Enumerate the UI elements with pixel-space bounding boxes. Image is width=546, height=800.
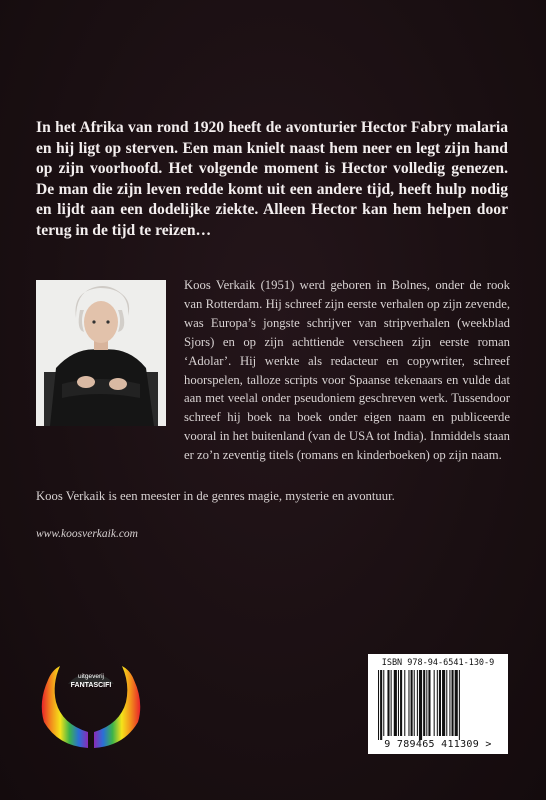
rainbow-wings-icon [38,662,144,752]
barcode-bar [446,670,447,736]
barcode-bar [404,670,405,736]
barcode-bar [428,670,430,736]
author-portrait-illustration [36,280,166,426]
barcode-bar [391,670,392,736]
author-biography: Koos Verkaik (1951) werd geboren in Bolnes, onder de rook van Rotterdam. Hij schreef zijn eerste verhalen op zijn zevende, was Europa’s jongste schrijver van stripverhalen (weekblad Sjors) en op zijn achttiende verscheen zijn eerste roman ‘Adolar’. Hij werkte als redacteur en copywriter, schreef hoorspelen, talloze scripts voor Spaanse tekenaars en vulde dat aan met veelal onder pseudoniem geschreven werk. Tussendoor schreef hij boek na boek onder eigen naam en publiceerde vooral in het buitenland (van de USA tot India). Inmiddels staan er zo’n zeventig titels (romans en kinderboeken) op zijn naam. [184,278,510,463]
barcode-bar [437,670,438,736]
barcode-bar [419,670,422,740]
barcode-bars [378,670,498,740]
publisher-logo [38,662,144,752]
isbn-barcode [368,654,508,754]
barcode-bar [387,670,389,736]
barcode-bar [408,670,409,736]
barcode-bar [452,670,454,736]
barcode-bar [398,670,399,736]
barcode-bar [423,670,425,736]
isbn-label: ISBN 978-94-6541-130-9 [381,658,495,668]
barcode-bar [383,670,384,736]
barcode-bar [455,670,458,736]
author-website[interactable]: www.koosverkaik.com [36,528,138,540]
barcode-bar [411,670,413,736]
author-photo [36,280,166,426]
barcode-bar [434,670,435,736]
barcode-bar [414,670,415,736]
barcode-bar [394,670,397,736]
publisher-line1: uitgeverij [77,673,105,680]
barcode-bar [378,670,379,740]
barcode-bar [442,670,445,736]
book-blurb: In het Afrika van rond 1920 heeft de avonturier Hector Fabry malaria en hij ligt op sterven. Een man knielt naast hem neer en legt zijn hand op zijn voorhoofd. Het volgende moment is Hector volledig genezen. De man die zijn leven redde komt uit een andere tijd, heeft hulp nodig en lijdt aan een dodelijke ziekte. Alleen Hector kan hem helpen door terug in de tijd te reizen… [36,119,508,239]
barcode-bar [426,670,427,736]
barcode-bar [459,670,460,740]
barcode-bar [400,670,402,736]
author-genres: Koos Verkaik is een meester in de genres magie, mysterie en avontuur. [36,489,395,503]
publisher-line2: FANTASCIFI [70,682,112,689]
barcode-bar [380,670,382,740]
isbn-digits: 9 789465 411309 > [384,739,492,750]
barcode-bar [439,670,441,736]
barcode-bar [449,670,450,736]
barcode-bar [417,670,418,736]
